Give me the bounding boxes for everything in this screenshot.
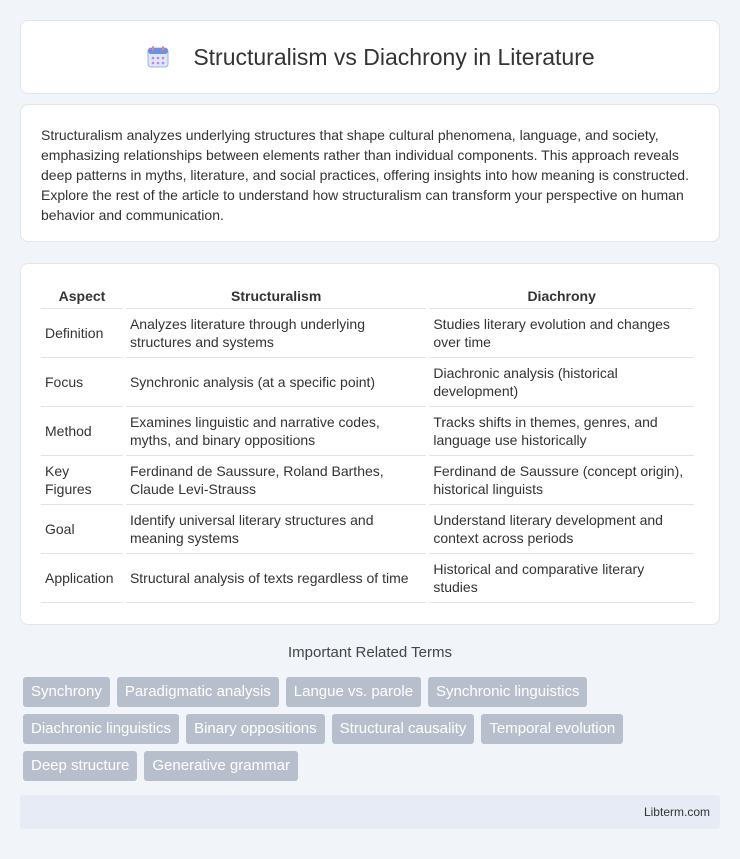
- intro-card: [20, 104, 720, 242]
- footer: [20, 795, 720, 829]
- comparison-table-card: [20, 263, 720, 625]
- footer-site-link[interactable]: Libterm.com: [643, 805, 710, 819]
- row-aspect: Goal: [41, 505, 123, 554]
- related-term-tag[interactable]: Structural causality: [332, 714, 475, 744]
- header-aspect: Aspect: [41, 286, 123, 309]
- row-diachrony: Studies literary evolution and changes over time: [429, 309, 694, 358]
- row-structuralism: Ferdinand de Saussure, Roland Barthes, Claude Levi-Strauss: [126, 456, 426, 505]
- row-diachrony: Understand literary development and context across periods: [429, 505, 694, 554]
- row-structuralism: Structural analysis of texts regardless of time: [126, 554, 426, 603]
- row-aspect: Method: [41, 407, 123, 456]
- table-row: [41, 358, 694, 407]
- page-title: Structuralism vs Diachrony in Literature: [193, 43, 595, 70]
- row-diachrony: Ferdinand de Saussure (concept origin), historical linguists: [429, 456, 694, 505]
- calendar-icon: [145, 44, 171, 70]
- related-terms-list: [23, 677, 723, 781]
- table-row: [41, 554, 694, 603]
- related-term-tag[interactable]: Temporal evolution: [481, 714, 623, 744]
- comparison-table: [38, 286, 697, 603]
- row-diachrony: Tracks shifts in themes, genres, and language use historically: [429, 407, 694, 456]
- related-term-tag[interactable]: Binary oppositions: [186, 714, 325, 744]
- table-row: [41, 456, 694, 505]
- related-term-tag[interactable]: Synchrony: [23, 677, 110, 707]
- header-card: [20, 20, 720, 94]
- row-aspect: Definition: [41, 309, 123, 358]
- row-aspect: Key Figures: [41, 456, 123, 505]
- row-aspect: Application: [41, 554, 123, 603]
- related-term-tag[interactable]: Langue vs. parole: [286, 677, 421, 707]
- intro-paragraph: Structuralism analyzes underlying structures that shape cultural phenomena, language, and society, emphasizing relationships between elements rather than individual components. This approach reveals deep patterns in myths, literature, and social practices, offering insights into how meaning is constructed. Explore the rest of the article to understand how structuralism can transform your perspective on human behavior and communication.: [41, 127, 689, 223]
- table-row: [41, 407, 694, 456]
- row-diachrony: Diachronic analysis (historical development): [429, 358, 694, 407]
- related-term-tag[interactable]: Generative grammar: [144, 751, 298, 781]
- table-row: [41, 309, 694, 358]
- row-structuralism: Examines linguistic and narrative codes, myths, and binary oppositions: [126, 407, 426, 456]
- row-structuralism: Synchronic analysis (at a specific point): [126, 358, 426, 407]
- table-row: [41, 505, 694, 554]
- table-header-row: [41, 286, 694, 309]
- row-diachrony: Historical and comparative literary studies: [429, 554, 694, 603]
- header: [145, 44, 594, 71]
- row-structuralism: Identify universal literary structures and meaning systems: [126, 505, 426, 554]
- related-term-tag[interactable]: Diachronic linguistics: [23, 714, 179, 744]
- related-term-tag[interactable]: Deep structure: [23, 751, 137, 781]
- row-structuralism: Analyzes literature through underlying structures and systems: [126, 309, 426, 358]
- related-term-tag[interactable]: Synchronic linguistics: [428, 677, 587, 707]
- row-aspect: Focus: [41, 358, 123, 407]
- related-terms-heading: Important Related Terms: [288, 644, 452, 661]
- header-diachrony: Diachrony: [429, 286, 694, 309]
- header-structuralism: Structuralism: [126, 286, 426, 309]
- related-term-tag[interactable]: Paradigmatic analysis: [117, 677, 279, 707]
